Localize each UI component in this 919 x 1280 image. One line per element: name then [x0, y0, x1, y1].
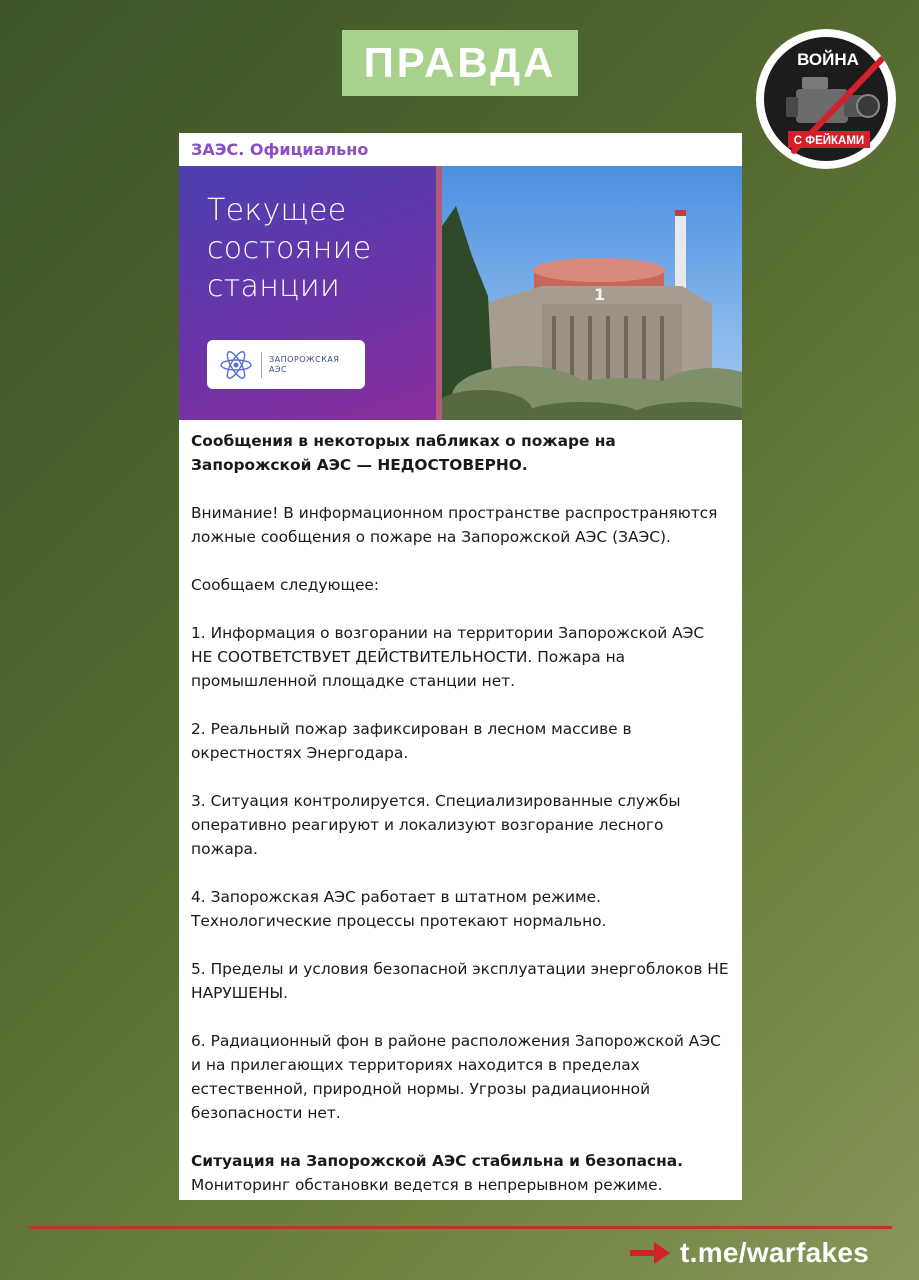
banner-title-line: Текущее	[207, 193, 347, 228]
channel-name[interactable]: ЗАЭС. Официально	[191, 140, 369, 159]
post-closing-bold: Ситуация на Запорожской АЭС стабильна и безопасна.	[191, 1152, 683, 1170]
banner-title-line: станции	[207, 269, 340, 304]
footer-divider	[28, 1226, 892, 1229]
power-plant-photo	[442, 166, 742, 420]
war-on-fakes-logo	[756, 29, 896, 169]
footer-link-text[interactable]: t.me/warfakes	[680, 1237, 870, 1268]
chip-divider	[261, 352, 262, 378]
footer-link[interactable]	[630, 1237, 869, 1269]
telegram-post-card	[179, 133, 742, 1200]
post-closing: Мониторинг обстановки ведется в непрерывном режиме.	[191, 1176, 663, 1194]
banner-title	[207, 192, 371, 306]
banner-title-line: состояние	[207, 231, 372, 266]
banner-purple-panel	[179, 166, 436, 420]
post-list-item: 6. Радиационный фон в районе расположения Запорожской АЭС и на прилегающих территориях находится в пределах естественной, природной нормы. Угрозы радиационной безопасности нет.	[191, 1032, 721, 1122]
post-list-item: 2. Реальный пожар зафиксирован в лесном массиве в окрестностях Энергодара.	[191, 720, 632, 762]
reactor-unit-number: 1	[594, 285, 606, 304]
post-headline: Сообщения в некоторых пабликах о пожаре на Запорожской АЭС — НЕДОСТОВЕРНО.	[191, 432, 616, 474]
arrow-right-icon	[630, 1242, 670, 1264]
pravda-badge-label: ПРАВДА	[363, 39, 557, 86]
org-name-line1: ЗАПОРОЖСКАЯ	[269, 354, 340, 364]
post-list-item: 3. Ситуация контролируется. Специализированные службы оперативно реагируют и локализуют возгорание лесного пожара.	[191, 792, 681, 858]
post-lead: Сообщаем следующее:	[191, 576, 380, 594]
atom-icon	[219, 350, 253, 380]
pravda-badge	[342, 30, 578, 96]
logo-title-text: ВОЙНА	[797, 50, 859, 69]
post-text	[179, 420, 742, 1197]
post-intro: Внимание! В информационном пространстве распространяются ложные сообщения о пожаре на Запорожской АЭС (ЗАЭС).	[191, 504, 718, 546]
org-name-line2: АЭС	[269, 364, 288, 374]
post-list-item: 5. Пределы и условия безопасной эксплуатации энергоблоков НЕ НАРУШЕНЫ.	[191, 960, 729, 1002]
zaes-logo-chip	[207, 340, 365, 389]
logo-subtitle-text: С ФЕЙКАМИ	[793, 135, 865, 147]
post-banner-image[interactable]	[179, 166, 742, 420]
post-list-item: 4. Запорожская АЭС работает в штатном режиме. Технологические процессы протекают нормально.	[191, 888, 607, 930]
zaes-org-name	[269, 355, 339, 375]
post-list-item: 1. Информация о возгорании на территории Запорожской АЭС НЕ СООТВЕТСТВУЕТ ДЕЙСТВИТЕЛЬНОСТИ. Пожара на промышленной площадке станции нет.	[191, 624, 705, 690]
